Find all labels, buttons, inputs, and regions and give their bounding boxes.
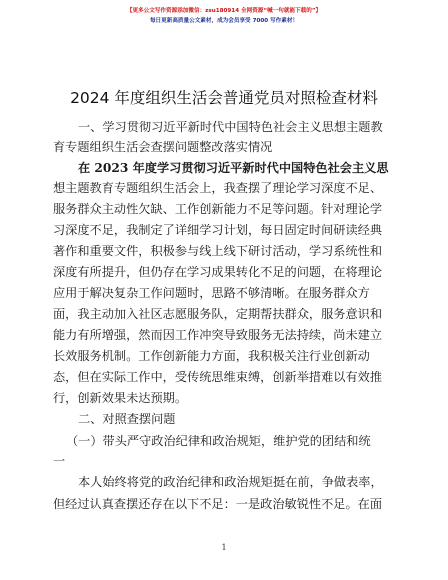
paragraph-line: 态，但在实际工作中，受传统思维束缚，创新举措难以有效推: [53, 370, 383, 384]
promo-banner-line-1: 【更多公文写作资源添加微信：zsu180914 全网资源“喊一句就能下载的”】: [126, 8, 322, 14]
heading-line: 一、学习贯彻习近平新时代中国特色社会主义思想主题教: [78, 120, 383, 134]
paragraph-line: 长效服务机制。工作创新能力方面，我积极关注行业创新动: [53, 349, 370, 363]
paragraph-line: 习深度不足，我制定了详细学习计划，每日固定时间研读经典: [53, 223, 383, 237]
paragraph-line: 应用于解决复杂工作问题时，思路不够清晰。在服务群众方: [53, 286, 370, 300]
paragraph-line: 行，创新效果未达预期。: [53, 391, 188, 405]
paragraph-line: 想主题教育专题组织生活会上，我查摆了理论学习深度不足、: [53, 181, 383, 195]
subsection-heading: （一）带头严守政治纪律和政治规矩，维护党的团结和统: [66, 434, 371, 448]
paragraph-line: 在 2023 年度学习贯彻习近平新时代中国特色社会主义思: [78, 161, 389, 175]
promo-banner-line-2: 每日更新高质量公文素材，成为会员享受 7000 写作素材！: [149, 18, 299, 24]
section-heading: 二、对照查摆问题: [78, 412, 176, 426]
paragraph-line: 本人始终将党的政治纪律和政治规矩挺在前，争做表率，: [78, 475, 383, 489]
paragraph-line: 能力有所增强，然而因工作冲突导致服务无法持续，尚未建立: [53, 328, 383, 342]
paragraph-line: 著作和重要文件，积极参与线上线下研讨活动，学习系统性和: [53, 244, 383, 258]
paragraph-line: 深度有所提升，但仍存在学习成果转化不足的问题，在将理论: [53, 265, 383, 279]
page-number: 1: [221, 543, 227, 552]
paragraph-line: 服务群众主动性欠缺、工作创新能力不足等问题。针对理论学: [53, 202, 383, 216]
document-title: 2024 年度组织生活会普通党员对照检查材料: [70, 89, 378, 107]
subsection-heading: 一: [53, 454, 66, 468]
heading-line: 育专题组织生活会查摆问题整改落实情况: [53, 140, 273, 154]
paragraph-line: 面，我主动加入社区志愿服务队，定期帮扶群众，服务意识和: [53, 307, 383, 321]
paragraph-line: 但经过认真查摆还存在以下不足：一是政治敏锐性不足。在面: [53, 497, 383, 511]
